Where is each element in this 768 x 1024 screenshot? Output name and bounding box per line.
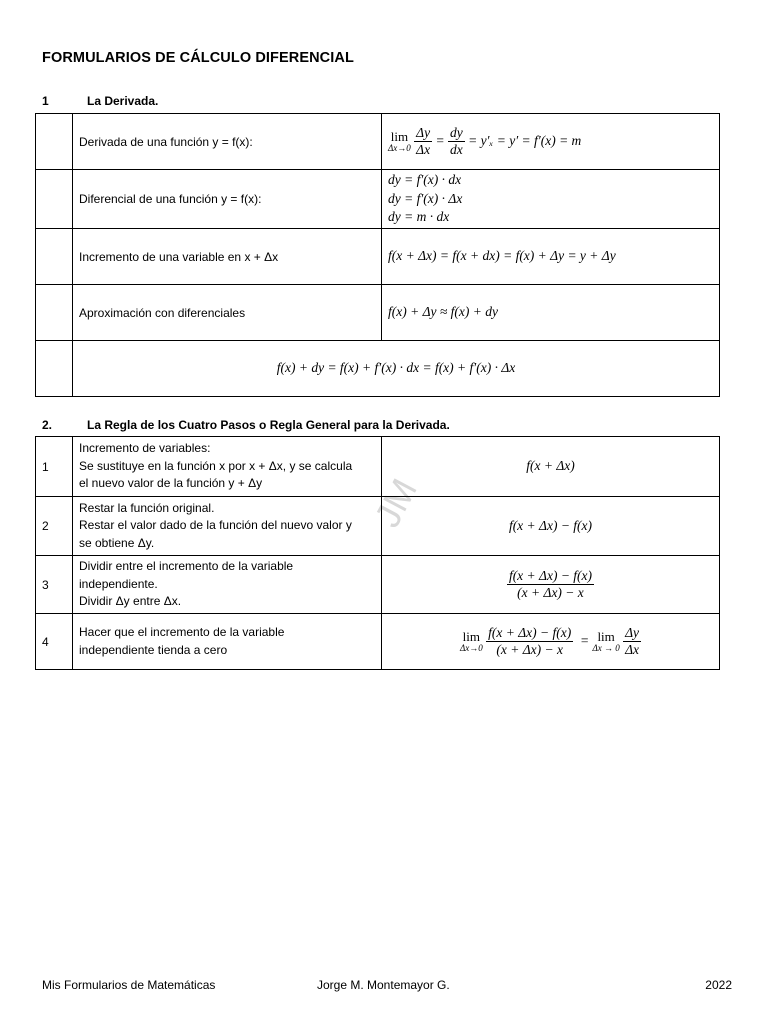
fraction-numerator: dy: [449, 124, 463, 140]
fraction-denominator: (x + Δx) − x: [486, 641, 573, 658]
lim-subscript: Δx → 0: [592, 643, 620, 654]
increment-formula: f(x + Δx) = f(x + dx) = f(x) + Δy = y + Δy: [382, 229, 720, 285]
step-number: 1: [36, 437, 73, 497]
step-formula: f(x + Δx): [382, 437, 720, 497]
description-line: independiente.: [79, 576, 158, 591]
description-line: se obtiene Δy.: [79, 535, 155, 550]
table-row: [36, 341, 720, 397]
step-number: 2: [36, 497, 73, 556]
page-title: FORMULARIOS DE CÁLCULO DIFERENCIAL: [42, 50, 354, 66]
footer-right: 2022: [705, 978, 732, 992]
fraction-denominator: (x + Δx) − x: [507, 584, 594, 601]
table-row: [36, 114, 720, 170]
step-number: 4: [36, 614, 73, 670]
description-line: el nuevo valor de la función y + Δy: [79, 476, 263, 491]
blank-cell: [36, 229, 73, 285]
description-line: Dividir entre el incremento de la variable: [79, 559, 294, 574]
formula-line: dy = f′(x) · dx: [388, 171, 462, 187]
lim-word: lim: [597, 628, 615, 644]
approximation-formula: f(x) + Δy ≈ f(x) + dy: [382, 285, 720, 341]
description-line: Restar el valor dado de la función del nuevo valor y: [79, 518, 352, 533]
formula-rest: = y′ₓ = y′ = f′(x) = m: [468, 132, 582, 148]
lim-subscript: Δx→0: [459, 643, 483, 654]
derivative-table: [35, 113, 720, 397]
row-label: Aproximación con diferenciales: [73, 285, 382, 341]
description-line: Incremento de variables:: [79, 441, 211, 456]
formula-line: dy = m · dx: [388, 209, 450, 225]
description-line: Dividir Δy entre Δx.: [79, 594, 182, 609]
blank-cell: [36, 114, 73, 170]
blank-cell: [36, 285, 73, 341]
description-line: independiente tienda a cero: [79, 642, 228, 657]
lim-subscript: Δx→0: [388, 143, 411, 154]
table-row: [36, 437, 720, 497]
section-2-number: 2.: [42, 418, 53, 432]
section-2-title: La Regla de los Cuatro Pasos o Regla General para la Derivada.: [87, 418, 450, 432]
step-description: [73, 437, 382, 497]
step-formula: [382, 556, 720, 614]
step-description: [73, 497, 382, 556]
row-label: Diferencial de una función y = f(x):: [73, 170, 382, 229]
step-formula: f(x + Δx) − f(x): [382, 497, 720, 556]
fraction-numerator: Δy: [416, 124, 431, 140]
four-steps-table: [35, 436, 720, 670]
fraction-denominator: dx: [449, 142, 463, 157]
description-line: Se sustituye en la función x por x + Δx, y se calcula: [79, 458, 353, 473]
section-1-number: 1: [42, 94, 49, 108]
formula-line: dy = f′(x) · Δx: [388, 190, 463, 206]
step-description: [73, 614, 382, 670]
step-description: [73, 556, 382, 614]
step-formula: [382, 614, 720, 670]
table-row: [36, 229, 720, 285]
row-label: Incremento de una variable en x + Δx: [73, 229, 382, 285]
description-line: Restar la función original.: [79, 500, 215, 515]
table-row: [36, 497, 720, 556]
lim-word: lim: [390, 128, 409, 144]
footer-center: Jorge M. Montemayor G.: [317, 978, 450, 992]
table-row: [36, 556, 720, 614]
full-row-formula: f(x) + dy = f(x) + f′(x) · dx = f(x) + f′(x) · Δx: [73, 341, 720, 397]
derivative-formula: [382, 114, 720, 170]
description-line: Hacer que el incremento de la variable: [79, 625, 285, 640]
table-row: [36, 614, 720, 670]
fraction-denominator: Δx: [625, 642, 640, 657]
equals-sign: =: [579, 632, 590, 648]
lim-word: lim: [462, 628, 481, 644]
step-number: 3: [36, 556, 73, 614]
fraction-numerator: f(x + Δx) − f(x): [508, 567, 593, 583]
differential-formulas: [382, 170, 720, 229]
footer-left: Mis Formularios de Matemáticas: [42, 978, 216, 992]
fraction-denominator: Δx: [416, 142, 431, 157]
blank-cell: [36, 341, 73, 397]
fraction-numerator: f(x + Δx) − f(x): [488, 624, 572, 640]
section-1-title: La Derivada.: [87, 94, 159, 108]
equals-sign: =: [435, 132, 445, 148]
fraction-numerator: Δy: [625, 624, 640, 640]
table-row: [36, 285, 720, 341]
table-row: [36, 170, 720, 229]
row-label: Derivada de una función y = f(x):: [73, 114, 382, 170]
watermark: JM: [366, 471, 425, 534]
blank-cell: [36, 170, 73, 229]
